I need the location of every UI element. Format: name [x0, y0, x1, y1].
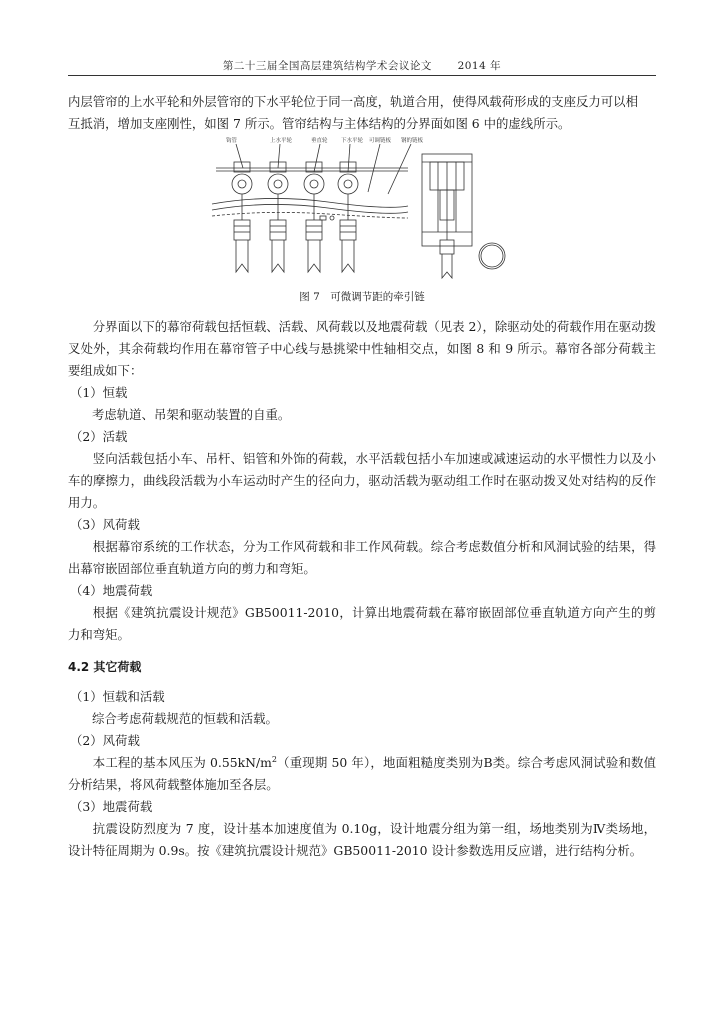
header-year: 2014 年 — [457, 60, 502, 72]
header-title: 第二十三届全国高层建筑结构学术会议论文 — [222, 60, 432, 72]
item-live-load: （2）活载 — [70, 429, 128, 444]
tube-section-outer — [479, 243, 505, 269]
trolley-3 — [304, 162, 324, 272]
item-other-dead-live: （1）恒载和活载 — [70, 689, 165, 704]
header-rule — [68, 75, 656, 76]
item-seismic-load: （4）地震荷载 — [70, 583, 153, 598]
item-wind-load-text: 根据幕帘系统的工作状态，分为工作风荷载和非工作风荷载。综合考虑数值分析和风洞试验的结果，得出幕帘嵌固部位垂直轨道方向的剪力和弯矩。 — [68, 539, 656, 576]
paragraph-load-boundary: 分界面以下的幕帘荷载包括恒载、活载、风荷载以及地震荷载（见表 2），除驱动处的荷载作用在驱动拨叉处外，其余荷载均作用在幕帘管子中心线与悬挑梁中性轴相交点，如图 8 和 9 所示。幕帘各部分荷载主要组成如下： — [68, 319, 656, 378]
intro-line-2: 互抵消，增加支座刚性，如图 7 所示。管帘结构与主体结构的分界面如图 6 中的虚线所示。 — [68, 116, 571, 131]
section-heading-4-2: 4.2 其它荷载 — [68, 660, 142, 674]
wind-text-b: （重现期 50 年），地面粗糙度类别为B类。综合考虑风洞试验和数值分析结果，将风荷载整体施加至各层。 — [68, 755, 656, 792]
tube-section-inner — [481, 245, 503, 267]
intro-line-1: 内层管帘的上水平轮和外层管帘的下水平轮位于同一高度，轨道合用，使得风载荷形成的支座反力可以相 — [68, 94, 638, 109]
item-live-load-text: 竖向活载包括小车、吊杆、铝管和外饰的荷载，水平活载包括小车加速或减速运动的水平惯性力以及小车的摩擦力，曲线段活载为小车运动时产生的径向力，驱动活载为驱动组工作时在驱动拨叉处对结构的反作用力。 — [68, 451, 656, 510]
item-other-seismic: （3）地震荷载 — [70, 799, 153, 814]
item-other-dead-live-text: 综合考虑荷载规范的恒载和活载。 — [92, 711, 278, 726]
figure-labels — [226, 136, 424, 144]
wind-superscript: 2 — [271, 754, 277, 764]
label-upper-wheel: 上水平轮 — [270, 138, 293, 144]
label-hook-tube: 钩管 — [226, 138, 238, 144]
figure-7-drawing — [208, 132, 520, 282]
label-vertical-wheel: 垂直轮 — [311, 138, 328, 144]
item-seismic-load-text: 根据《建筑抗震设计规范》GB50011-2010，计算出地震荷载在幕帘嵌固部位垂直轨道方向产生的剪力和弯矩。 — [68, 605, 656, 642]
item-other-seismic-text: 抗震设防烈度为 7 度，设计基本加速度值为 0.10g，设计地震分组为第一组，场地类别为Ⅳ类场地，设计特征周期为 0.9s。按《建筑抗震设计规范》GB50011-2010 设计参数选用反应谱，进行结构分析。 — [68, 821, 656, 858]
figure-7-caption: 图 7 可微调节距的牵引链 — [299, 291, 425, 303]
item-dead-load: （1）恒载 — [70, 385, 128, 400]
body-text — [68, 316, 656, 862]
trolley-4 — [338, 162, 358, 272]
item-dead-load-text: 考虑轨道、吊架和驱动装置的自重。 — [92, 407, 291, 422]
item-wind-load: （3）风荷载 — [70, 517, 140, 532]
label-lower-wheel: 下水平轮 — [341, 138, 364, 144]
label-steel-plate: 钢的链板 — [401, 138, 424, 144]
label-adjustable-plate: 可调链板 — [369, 138, 392, 144]
trolley-2 — [268, 162, 288, 272]
wind-text-a: 本工程的基本风压为 0.55kN/m — [92, 755, 272, 770]
trolley-1 — [232, 162, 252, 272]
item-other-wind-text — [68, 752, 656, 796]
item-other-wind: （2）风荷载 — [70, 733, 140, 748]
intro-paragraph — [68, 91, 656, 135]
side-view — [422, 154, 472, 278]
running-header — [68, 58, 656, 76]
